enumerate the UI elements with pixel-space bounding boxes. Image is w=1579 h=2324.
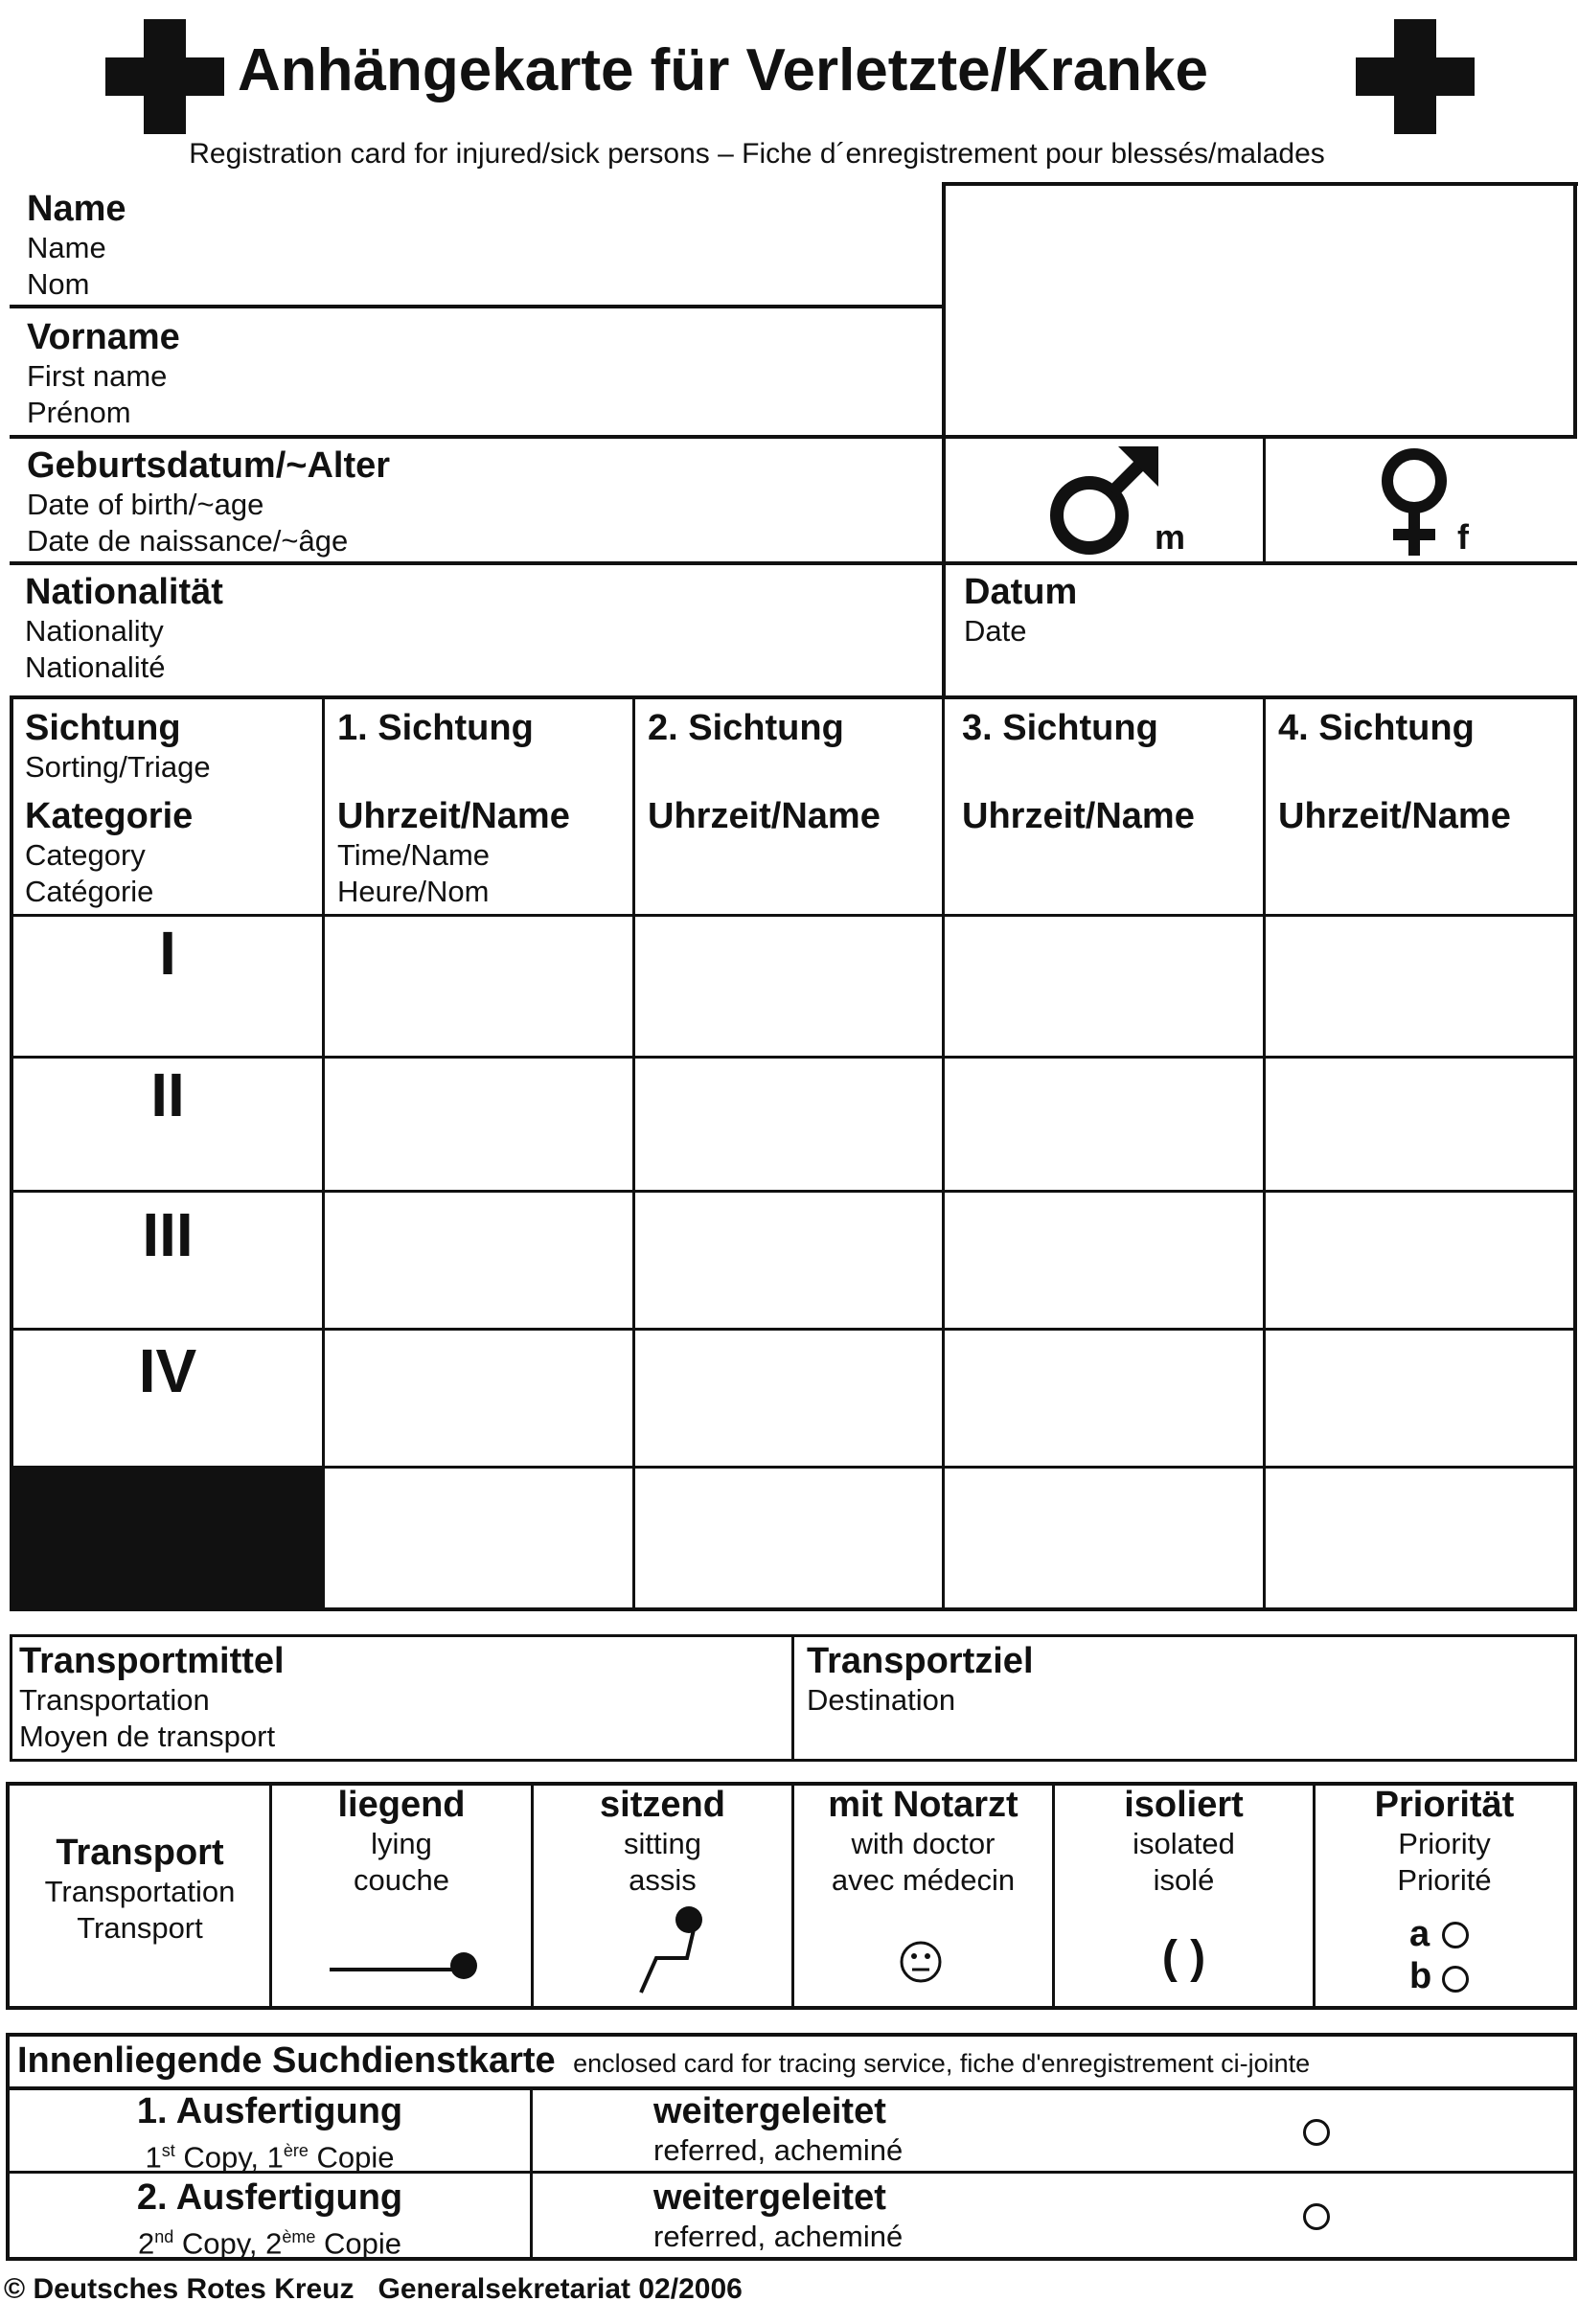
doctor-face-icon bbox=[794, 1927, 1052, 1994]
triage-column-4-header: 4. Sichtung Uhrzeit/Name bbox=[1278, 708, 1511, 836]
transport-option-with-doctor[interactable]: mit Notarzt with doctor avec médecin bbox=[794, 1784, 1052, 2006]
triage-column-1-header: 1. Sichtung Uhrzeit/Name Time/Name Heure/Nom bbox=[337, 708, 570, 908]
transport-label: Transport Transportation Transport bbox=[44, 1833, 236, 1945]
priority-a-label: a bbox=[1409, 1914, 1430, 1954]
male-checkbox[interactable] bbox=[946, 439, 1262, 561]
first-copy-label: 1. Ausfertigung 1st Copy, 1ère Copie bbox=[136, 2091, 403, 2175]
name-field[interactable]: Name Name Nom bbox=[27, 189, 126, 301]
female-symbol-icon bbox=[1266, 439, 1574, 561]
page-subtitle: Registration card for injured/sick persons – Fiche d´enregistrement pour blessés/malades bbox=[189, 138, 1325, 170]
priority-b-radio[interactable] bbox=[1442, 1966, 1469, 1993]
date-field[interactable]: Datum Date bbox=[964, 572, 1078, 648]
first-copy-referred: weitergeleitet referred, acheminé bbox=[653, 2091, 904, 2167]
second-copy-label: 2. Ausfertigung 2nd Copy, 2ème Copie bbox=[136, 2177, 403, 2261]
date-of-birth-field[interactable]: Geburtsdatum/~Alter Date of birth/~age Date de naissance/~âge bbox=[27, 445, 391, 558]
nationality-field[interactable]: Nationalität Nationality Nationalité bbox=[25, 572, 223, 684]
category-I-label: I bbox=[159, 919, 176, 988]
female-checkbox[interactable] bbox=[1266, 439, 1574, 561]
second-copy-referred-radio[interactable] bbox=[1303, 2203, 1330, 2230]
male-symbol-icon bbox=[946, 439, 1262, 561]
triage-column-2-header: 2. Sichtung Uhrzeit/Name bbox=[648, 708, 881, 836]
transport-option-isolated[interactable]: isoliert isolated isolé ( ) bbox=[1055, 1784, 1313, 2006]
triage-header: Sichtung Sorting/Triage Kategorie Category Catégorie bbox=[25, 708, 211, 908]
tracing-card-title: Innenliegende Suchdienstkarte enclosed card for tracing service, fiche d'enregistrement ci-jointe bbox=[17, 2040, 1311, 2081]
footer-copyright: © Deutsches Rotes Kreuz Generalsekretariat 02/2006 bbox=[4, 2273, 743, 2305]
priority-b-label: b bbox=[1409, 1956, 1432, 1996]
category-III-label: III bbox=[142, 1200, 194, 1269]
transport-option-sitting[interactable]: sitzend sitting assis bbox=[534, 1784, 791, 2006]
first-copy-referred-radio[interactable] bbox=[1303, 2119, 1330, 2146]
second-copy-referred: weitergeleitet referred, acheminé bbox=[653, 2177, 904, 2253]
first-name-field[interactable]: Vorname First name Prénom bbox=[27, 317, 180, 429]
priority-a-radio[interactable] bbox=[1442, 1922, 1469, 1948]
transport-destination-field[interactable]: Transportziel Destination bbox=[807, 1641, 1034, 1717]
page-title: Anhängekarte für Verletzte/Kranke bbox=[238, 37, 1209, 103]
transport-option-priority: Priorität Priority Priorité a b bbox=[1374, 1785, 1515, 1996]
category-IV-label: IV bbox=[138, 1336, 197, 1405]
photo-box[interactable] bbox=[946, 186, 1573, 435]
red-cross-icon-right bbox=[1356, 19, 1475, 134]
sitting-icon bbox=[534, 1897, 791, 2002]
triage-column-3-header: 3. Sichtung Uhrzeit/Name bbox=[962, 708, 1195, 836]
transport-means-field[interactable]: Transportmittel Transportation Moyen de transport bbox=[19, 1641, 285, 1753]
male-label: m bbox=[1155, 517, 1186, 557]
category-II-label: II bbox=[150, 1060, 185, 1129]
isolation-icon: ( ) bbox=[1161, 1932, 1206, 1983]
red-cross-icon-left bbox=[105, 19, 224, 134]
female-label: f bbox=[1457, 517, 1469, 557]
black-category-cell bbox=[10, 1466, 324, 1609]
transport-option-lying[interactable]: liegend lying couche bbox=[272, 1784, 531, 2006]
lying-icon bbox=[272, 1927, 531, 1994]
